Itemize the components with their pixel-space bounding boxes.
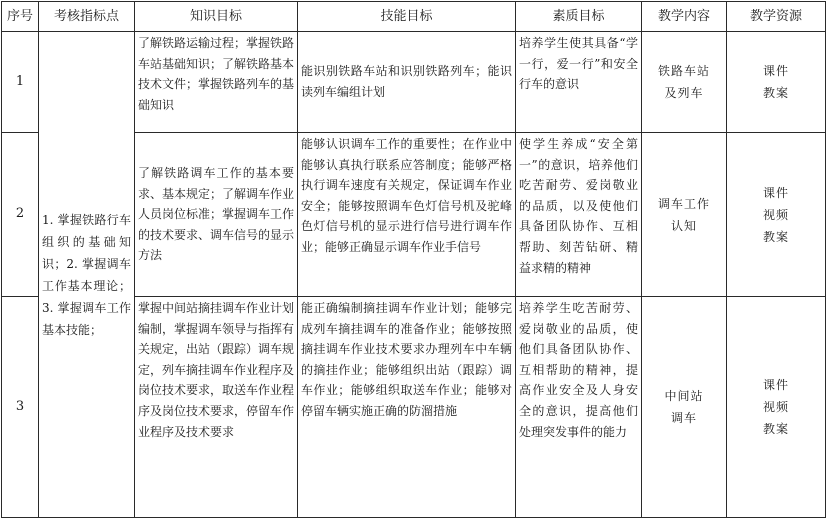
resources-cell: [727, 133, 826, 297]
row-index: 1: [2, 32, 39, 133]
resource-line: 视频: [762, 207, 789, 222]
resource-line: 课件: [762, 378, 789, 392]
table-row: [2, 32, 826, 133]
header-indicator: 考核指标点: [39, 2, 135, 32]
row-index: 2: [2, 133, 39, 297]
content-cell: [642, 297, 727, 518]
quality-text: 培养学生吃苦耐劳、爱岗敬业的品质，使他们具备团队协作、互相帮助的精神，提高作业安全及人身安全的意识，提高他们处理突发事件的能力: [519, 301, 638, 439]
resources-cell: [727, 297, 826, 518]
resources-cell: [727, 32, 826, 133]
quality-cell: [516, 297, 642, 518]
indicator-text: 1. 掌握铁路行车组织的基础知识；2. 掌握调车工作基本理论；3. 掌握调车工作基本技能；: [42, 212, 131, 337]
content-line: 及列车: [664, 86, 704, 100]
table-header: [2, 2, 826, 32]
header-resources: 教学资源: [727, 2, 826, 32]
skill-text: 能够认识调车工作的重要性；在作业中能够认真执行联系应答制度；能够严格执行调车速度有关规定，保证调车作业安全；能够按照调车色灯信号机及驼峰色灯信号机的显示进行信号进行调车作业；能够正确显示调车作业手信号: [301, 137, 512, 254]
resource-line: 课件: [762, 64, 789, 78]
knowledge-cell: [135, 32, 298, 133]
resource-line: 视频: [762, 400, 789, 414]
content-line: 调车工作: [657, 196, 710, 211]
content-line: 铁路车站: [657, 64, 710, 78]
skill-text: 能正确编制摘挂调车作业计划；能够完成列车摘挂调车的准备作业；能够按照摘挂调车作业技术要求办理列车中车辆的摘挂作业；能够组织出站（跟踪）调车作业；能够组织取送车作业；能够对停留车辆实施正确的防溜措施: [301, 301, 512, 418]
row-index: 3: [2, 297, 39, 518]
skill-text: 能识别铁路车站和识别铁路列车；能识读列车编组计划: [301, 64, 512, 99]
header-knowledge: 知识目标: [135, 2, 298, 32]
header-quality: 素质目标: [516, 2, 642, 32]
resource-line: 教案: [762, 86, 789, 100]
quality-cell: [516, 133, 642, 297]
knowledge-text: 掌握中间站摘挂调车作业计划编制，掌握调车领导与指挥有关规定，出站（跟踪）调车规定，列车摘挂调车作业程序及岗位技术要求，取送车作业程序及岗位技术要求，停留车作业程序及技术要求: [138, 301, 295, 439]
quality-cell: [516, 32, 642, 133]
header-index: 序号: [2, 2, 39, 32]
knowledge-text: 了解铁路运输过程；掌握铁路车站基础知识；了解铁路基本技术文件；掌握铁路列车的基础知识: [138, 36, 295, 112]
content-line: 中间站: [664, 389, 704, 403]
indicator-cell: [39, 32, 135, 518]
content-line: 认知: [670, 218, 697, 233]
content-cell: [642, 32, 727, 133]
curriculum-objectives-table: [1, 1, 826, 518]
header-skill: 技能目标: [298, 2, 516, 32]
resource-line: 课件: [762, 185, 789, 200]
content-cell: [642, 133, 727, 297]
resource-line: 教案: [762, 422, 789, 436]
header-content: 教学内容: [642, 2, 727, 32]
knowledge-cell: [135, 133, 298, 297]
resource-line: 教案: [762, 229, 789, 244]
quality-text: 培养学生使其具备“学一行，爱一行”和安全行车的意识: [519, 36, 638, 92]
knowledge-cell: [135, 297, 298, 518]
quality-text: 使学生养成“安全第一”的意识，培养他们吃苦耐劳、爱岗敬业的品质，以及使他们具备团队协作、互相帮助、刻苦钻研、精益求精的精神: [519, 137, 638, 275]
skill-cell: [298, 133, 516, 297]
skill-cell: [298, 297, 516, 518]
knowledge-text: 了解铁路调车工作的基本要求、基本规定；了解调车作业人员岗位标准；掌握调车工作的技术要求、调车信号的显示方法: [138, 166, 295, 263]
skill-cell: [298, 32, 516, 133]
content-line: 调车: [670, 411, 697, 425]
